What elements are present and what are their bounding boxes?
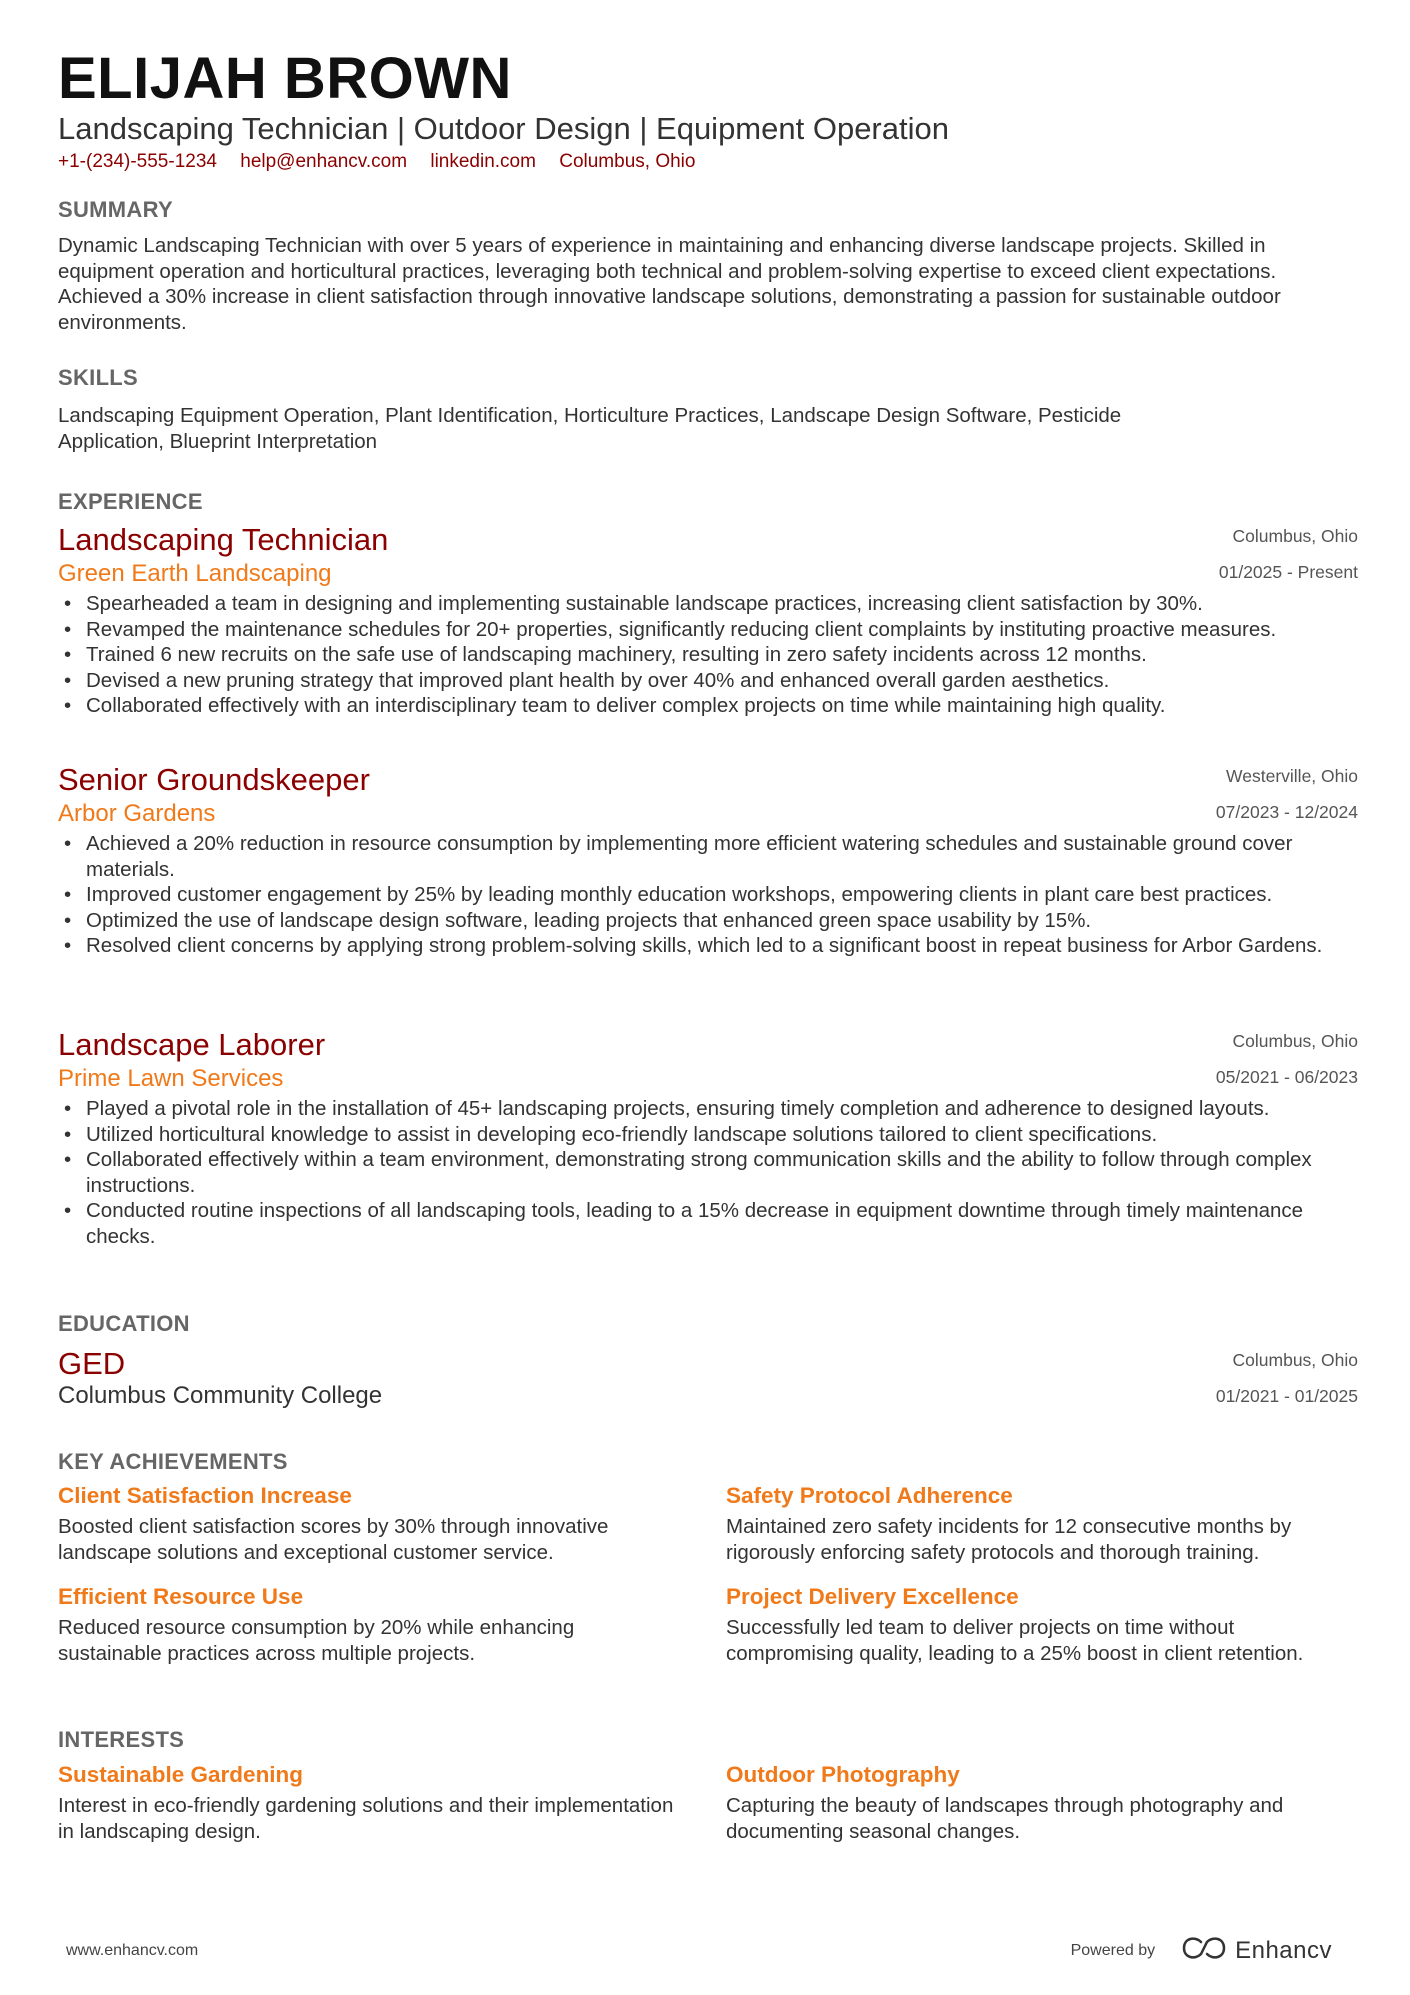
footer-brand xyxy=(1071,1935,1332,1966)
interest-item xyxy=(58,1760,678,1844)
bullet-item: • Resolved client concerns by applying strong problem-solving skills, which led to a significant boost in repeat business for Arbor Gardens. xyxy=(58,933,1358,959)
job-dates: 05/2021 - 06/2023 xyxy=(1215,1067,1358,1087)
experience-heading: EXPERIENCE xyxy=(58,489,203,514)
summary-heading: SUMMARY xyxy=(58,197,173,222)
contact-phone[interactable]: +1-(234)-555-1234 xyxy=(58,151,217,172)
bullet-item: • Achieved a 20% reduction in resource consumption by implementing more efficient watering schedules and sustainable ground cover materials. xyxy=(58,831,1358,882)
bullet-item: • Utilized horticultural knowledge to assist in developing eco-friendly landscape solutions tailored to client specifications. xyxy=(58,1122,1358,1148)
contact-linkedin[interactable]: linkedin.com xyxy=(430,151,536,172)
candidate-title: Landscaping Technician | Outdoor Design | Equipment Operation xyxy=(58,111,949,146)
achievement-title: Client Satisfaction Increase xyxy=(58,1483,352,1508)
job-location: Westerville, Ohio xyxy=(1226,766,1358,786)
education-heading: EDUCATION xyxy=(58,1311,190,1336)
interest-item xyxy=(726,1760,1346,1844)
achievement-title: Efficient Resource Use xyxy=(58,1584,304,1609)
interest-desc: Capturing the beauty of landscapes through photography and documenting seasonal changes. xyxy=(726,1794,1284,1843)
education-location: Columbus, Ohio xyxy=(1232,1350,1358,1370)
bullet-item: • Improved customer engagement by 25% by leading monthly education workshops, empowering clients in plant care best practices. xyxy=(58,882,1358,908)
contact-location: Columbus, Ohio xyxy=(559,151,696,172)
footer-website[interactable]: www.enhancv.com xyxy=(66,1942,199,1959)
skills-text: Landscaping Equipment Operation, Plant Identification, Horticulture Practices, Landscape Design Software, Pesticide Application, Blueprint Interpretation xyxy=(58,404,1122,453)
job-company: Green Earth Landscaping xyxy=(58,560,332,587)
interest-title: Outdoor Photography xyxy=(726,1762,960,1787)
contact-info xyxy=(58,150,713,174)
bullet-item: • Spearheaded a team in designing and implementing sustainable landscape practices, increasing client satisfaction by 30%. xyxy=(58,591,1358,617)
enhancv-logo-icon xyxy=(1181,1935,1227,1966)
job-location: Columbus, Ohio xyxy=(1232,526,1358,546)
candidate-name: ELIJAH BROWN xyxy=(58,46,512,111)
job-title: Landscaping Technician xyxy=(58,522,389,557)
interest-desc: Interest in eco-friendly gardening solutions and their implementation in landscaping design. xyxy=(58,1794,674,1843)
achievement-item xyxy=(726,1582,1346,1666)
brand-name[interactable]: Enhancv xyxy=(1235,1936,1332,1964)
job-title: Landscape Laborer xyxy=(58,1027,326,1062)
job-location: Columbus, Ohio xyxy=(1232,1031,1358,1051)
achievement-item xyxy=(58,1481,678,1565)
bullet-item: • Collaborated effectively within a team environment, demonstrating strong communication skills and the ability to follow through complex instructions. xyxy=(58,1147,1358,1198)
bullet-item: • Played a pivotal role in the installation of 45+ landscaping projects, ensuring timely completion and adherence to designed layouts. xyxy=(58,1096,1358,1122)
summary-text: Dynamic Landscaping Technician with over 5 years of experience in maintaining and enhancing diverse landscape projects. Skilled in equipment operation and horticultural practices, leveraging both technical and problem-solving expertise to exceed client expectations. Achieved a 30% increase in client satisfaction through innovative landscape solutions, demonstrating a passion for sustainable outdoor environments. xyxy=(58,234,1281,334)
job-title: Senior Groundskeeper xyxy=(58,762,370,797)
interest-title: Sustainable Gardening xyxy=(58,1762,304,1787)
job-bullets xyxy=(58,831,1358,959)
bullet-item: • Devised a new pruning strategy that improved plant health by over 40% and enhanced overall garden aesthetics. xyxy=(58,668,1358,694)
achievement-title: Project Delivery Excellence xyxy=(726,1584,1019,1609)
job-company: Prime Lawn Services xyxy=(58,1065,284,1092)
achievement-desc: Successfully led team to deliver projects on time without compromising quality, leading to a 25% boost in client retention. xyxy=(726,1616,1304,1665)
bullet-item: • Collaborated effectively with an interdisciplinary team to deliver complex projects on time while maintaining high quality. xyxy=(58,693,1358,719)
achievement-item xyxy=(58,1582,678,1666)
achievements-heading: KEY ACHIEVEMENTS xyxy=(58,1449,288,1474)
job-dates: 07/2023 - 12/2024 xyxy=(1215,802,1358,822)
job-company: Arbor Gardens xyxy=(58,800,216,827)
education-degree: GED xyxy=(58,1346,126,1381)
contact-email[interactable]: help@enhancv.com xyxy=(240,151,408,172)
interests-heading: INTERESTS xyxy=(58,1727,185,1752)
job-bullets xyxy=(58,591,1358,719)
education-school: Columbus Community College xyxy=(58,1382,383,1409)
achievement-desc: Boosted client satisfaction scores by 30% through innovative landscape solutions and exceptional customer service. xyxy=(58,1515,609,1564)
job-bullets xyxy=(58,1096,1358,1249)
bullet-item: • Optimized the use of landscape design software, leading projects that enhanced green space usability by 15%. xyxy=(58,908,1358,934)
achievement-item xyxy=(726,1481,1346,1565)
skills-heading: SKILLS xyxy=(58,365,139,390)
education-dates: 01/2021 - 01/2025 xyxy=(1215,1386,1358,1406)
achievement-desc: Reduced resource consumption by 20% while enhancing sustainable practices across multiple projects. xyxy=(58,1616,575,1665)
job-dates: 01/2025 - Present xyxy=(1218,562,1358,582)
achievement-desc: Maintained zero safety incidents for 12 consecutive months by rigorously enforcing safety protocols and thorough training. xyxy=(726,1515,1292,1564)
powered-by-label: Powered by xyxy=(1070,1941,1156,1959)
bullet-item: • Trained 6 new recruits on the safe use of landscaping machinery, resulting in zero safety incidents across 12 months. xyxy=(58,642,1358,668)
bullet-item: • Conducted routine inspections of all landscaping tools, leading to a 15% decrease in equipment downtime through timely maintenance checks. xyxy=(58,1198,1358,1249)
bullet-item: • Revamped the maintenance schedules for 20+ properties, significantly reducing client complaints by instituting proactive measures. xyxy=(58,617,1358,643)
achievement-title: Safety Protocol Adherence xyxy=(726,1483,1013,1508)
